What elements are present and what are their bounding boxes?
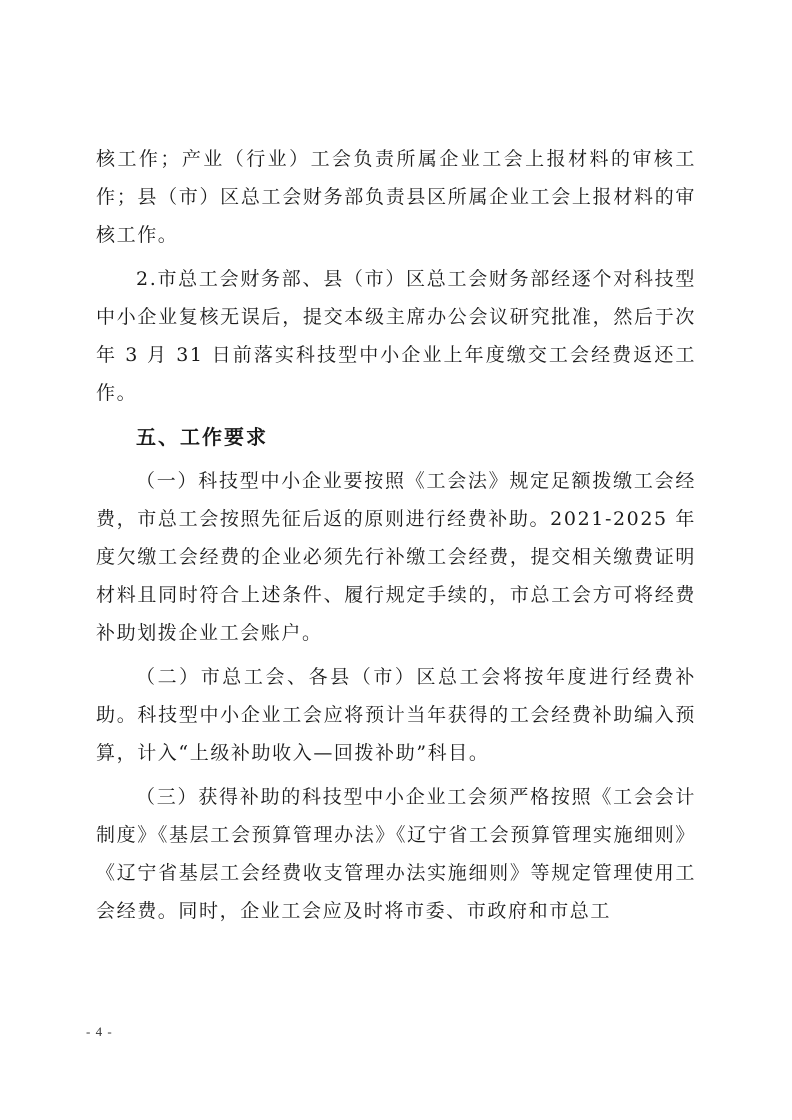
page-number: - 4 - <box>86 1024 113 1039</box>
paragraph-item-2-review-approval: 2.市总工会财务部、县（市）区总工会财务部经逐个对科技型中小企业复核无误后，提交本级主席办公会议研究批准，然后于次年 3 月 31 日前落实科技型中小企业上年度缴交工会经费返还工作。 <box>96 268 696 404</box>
paragraph-requirement-2: （二）市总工会、各县（市）区总工会将按年度进行经费补助。科技型中小企业工会应将预计当年获得的工会经费补助编入预算，计入“上级补助收入—回拨补助”科目。 <box>96 666 696 764</box>
section-heading-work-requirements: 五、工作要求 <box>136 425 268 449</box>
document-body <box>96 140 696 936</box>
paragraph-continuation-review: 核工作；产业（行业）工会负责所属企业工会上报材料的审核工作；县（市）区总工会财务部负责县区所属企业工会上报材料的审核工作。 <box>96 148 696 246</box>
paragraph-requirement-3: （三）获得补助的科技型中小企业工会须严格按照《工会会计制度》《基层工会预算管理办法》《辽宁省工会预算管理实施细则》《辽宁省基层工会经费收支管理办法实施细则》等规定管理使用工会经费。同时，企业工会应及时将市委、市政府和市总工 <box>96 786 696 922</box>
paragraph-requirement-1: （一）科技型中小企业要按照《工会法》规定足额拨缴工会经费，市总工会按照先征后返的原则进行经费补助。2021-2025 年度欠缴工会经费的企业必须先行补缴工会经费，提交相关缴费证明材料且同时符合上述条件、履行规定手续的，市总工会方可将经费补助划拨企业工会账户。 <box>96 470 696 644</box>
